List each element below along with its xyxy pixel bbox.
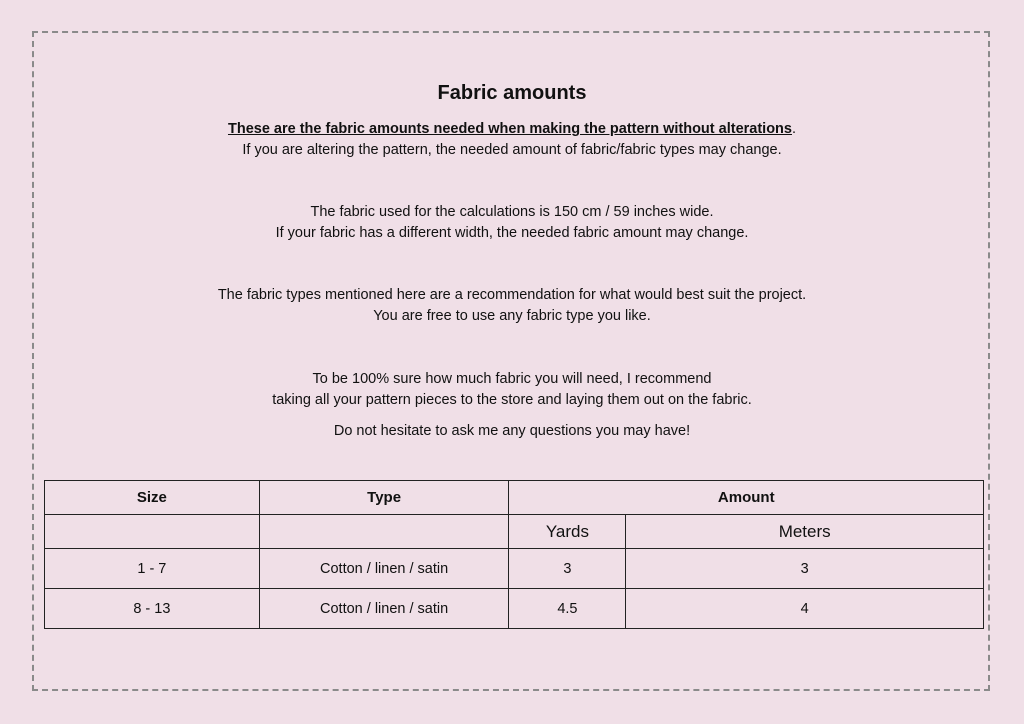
intro-line-2: If you are altering the pattern, the needed amount of fabric/fabric types may change. (242, 142, 782, 158)
types-note (0, 285, 1024, 327)
cell-yards: 3 (509, 549, 626, 589)
types-note-line-1: The fabric types mentioned here are a recommendation for what would best suit the project. (217, 287, 807, 303)
intro-paragraph (0, 119, 1024, 161)
subheader-empty-type (259, 515, 509, 549)
table-row (45, 549, 984, 589)
cell-type: Cotton / linen / satin (259, 589, 509, 629)
cell-meters: 4 (626, 589, 984, 629)
cell-size: 8 - 13 (45, 589, 260, 629)
header-type: Type (259, 481, 509, 515)
intro-emphasis-period: . (791, 121, 797, 137)
questions-note: Do not hesitate to ask me any questions you may have! (333, 423, 691, 439)
width-note-line-1: The fabric used for the calculations is 150 cm / 59 inches wide. (310, 204, 714, 220)
types-note-line-2: You are free to use any fabric type you like. (373, 308, 651, 324)
subheader-meters: Meters (626, 515, 984, 549)
cell-meters: 3 (626, 549, 984, 589)
cell-size: 1 - 7 (45, 549, 260, 589)
header-size: Size (45, 481, 260, 515)
width-note (0, 202, 1024, 244)
page-title: Fabric amounts (437, 82, 587, 104)
intro-line-1 (0, 119, 1024, 140)
cell-yards: 4.5 (509, 589, 626, 629)
header-amount: Amount (509, 481, 984, 515)
cell-type: Cotton / linen / satin (259, 549, 509, 589)
table-subheader-row (45, 515, 984, 549)
intro-emphasis: These are the fabric amounts needed when making the pattern without alterations (227, 121, 792, 137)
fabric-amounts-table (44, 480, 984, 629)
subheader-empty-size (45, 515, 260, 549)
width-note-line-2: If your fabric has a different width, the needed fabric amount may change. (275, 225, 749, 241)
table-row (45, 589, 984, 629)
store-note-line-1: To be 100% sure how much fabric you will need, I recommend (312, 371, 712, 387)
store-note (0, 369, 1024, 411)
store-note-line-2: taking all your pattern pieces to the store and laying them out on the fabric. (272, 392, 752, 408)
subheader-yards: Yards (509, 515, 626, 549)
table-header-row (45, 481, 984, 515)
